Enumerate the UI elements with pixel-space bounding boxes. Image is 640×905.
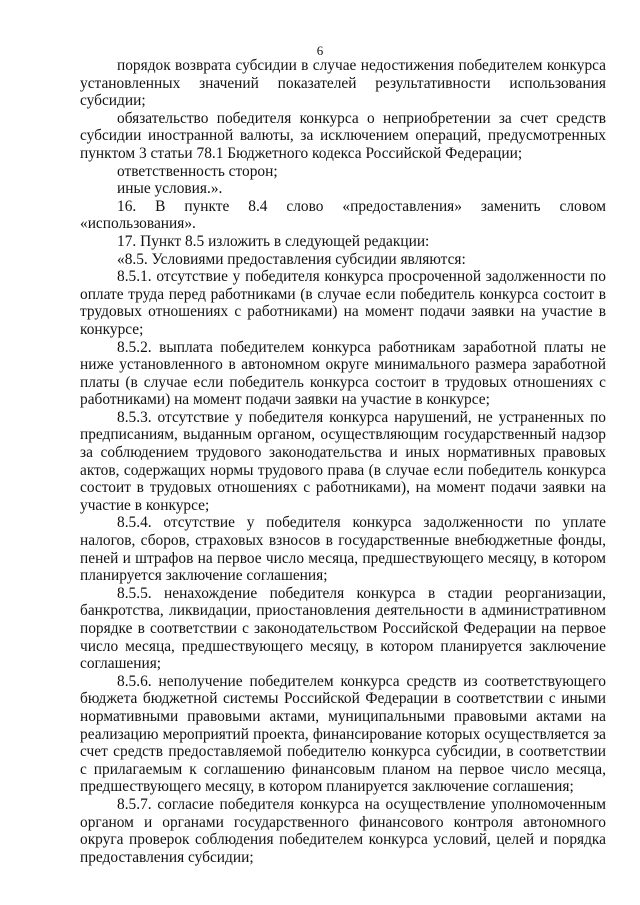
- paragraph-8-5-4: 8.5.4. отсутствие у победителя конкурса задолженности по уплате налогов, сборов, страховых взносов в государственные внебюджетные фонды, пеней и штрафов на первое число месяца, предшествующего месяцу, в котором планируется заключение соглашения;: [80, 514, 606, 585]
- paragraph-return-procedure: порядок возврата субсидии в случае недостижения победителем конкурса установленных значений показателей результативности использования субсидии;: [80, 57, 606, 110]
- paragraph-8-5-5: 8.5.5. ненахождение победителя конкурса в стадии реорганизации, банкротства, ликвидации, приостановления деятельности в административном порядке в соответствии с законодательством Российской Федерации на первое число месяца, предшествующего месяцу, в котором планируется заключение соглашения;: [80, 584, 606, 673]
- page-number: 6: [316, 43, 324, 58]
- paragraph-8-5-7: 8.5.7. согласие победителя конкурса на осуществление уполномоченным органом и органами государственного финансового контроля автономного округа проверок соблюдения победителем конкурса условий, целей и порядка предоставления субсидии;: [80, 795, 606, 866]
- paragraph-8-5-6: 8.5.6. неполучение победителем конкурса средств из соответствующего бюджета бюджетной системы Российской Федерации в соответствии с иными нормативными правовыми актами, муниципальными правовыми актами на реализацию мероприятий проекта, финансирование которых осуществляется за счет средств предоставляемой победителю конкурса субсидии, в соответствии с прилагаемым к соглашению финансовым планом на первое число месяца, предшествующего месяцу, в котором планируется заключение соглашения;: [80, 672, 606, 796]
- paragraph-currency-obligation: обязательство победителя конкурса о неприобретении за счет средств субсидии иностранной валюты, за исключением операций, предусмотренных пунктом 3 статьи 78.1 Бюджетного кодекса Российской Федерации;: [80, 109, 606, 162]
- paragraph-other-conditions: иные условия.».: [117, 180, 223, 198]
- paragraph-8-5-2: 8.5.2. выплата победителем конкурса работникам заработной платы не ниже установленного в автономном округе минимального размера заработной платы (в случае если победитель конкурса состоит в трудовых отношениях с работниками) на момент подачи заявки на участие в конкурсе;: [80, 338, 606, 409]
- paragraph-item-16: 16. В пункте 8.4 слово «предоставления» заменить словом «использования».: [80, 197, 606, 233]
- paragraph-item-17: 17. Пункт 8.5 изложить в следующей редакции:: [117, 232, 430, 250]
- document-body: [80, 57, 606, 866]
- paragraph-responsibility: ответственность сторон;: [117, 162, 278, 180]
- paragraph-8-5-3: 8.5.3. отсутствие у победителя конкурса нарушений, не устраненных по предписаниям, выданным органом, осуществляющим государственный надзор за соблюдением трудового законодательства и иных нормативных правовых актов, содержащих нормы трудового права (в случае если победитель конкурса состоит в трудовых отношениях с работниками), на момент подачи заявки на участие в конкурсе;: [80, 408, 606, 514]
- paragraph-8-5-heading: «8.5. Условиями предоставления субсидии являются:: [117, 250, 466, 268]
- paragraph-8-5-1: 8.5.1. отсутствие у победителя конкурса просроченной задолженности по оплате труда перед работниками (в случае если победитель конкурса состоит в трудовых отношениях с работниками) на момент подачи заявки на участие в конкурсе;: [80, 268, 606, 338]
